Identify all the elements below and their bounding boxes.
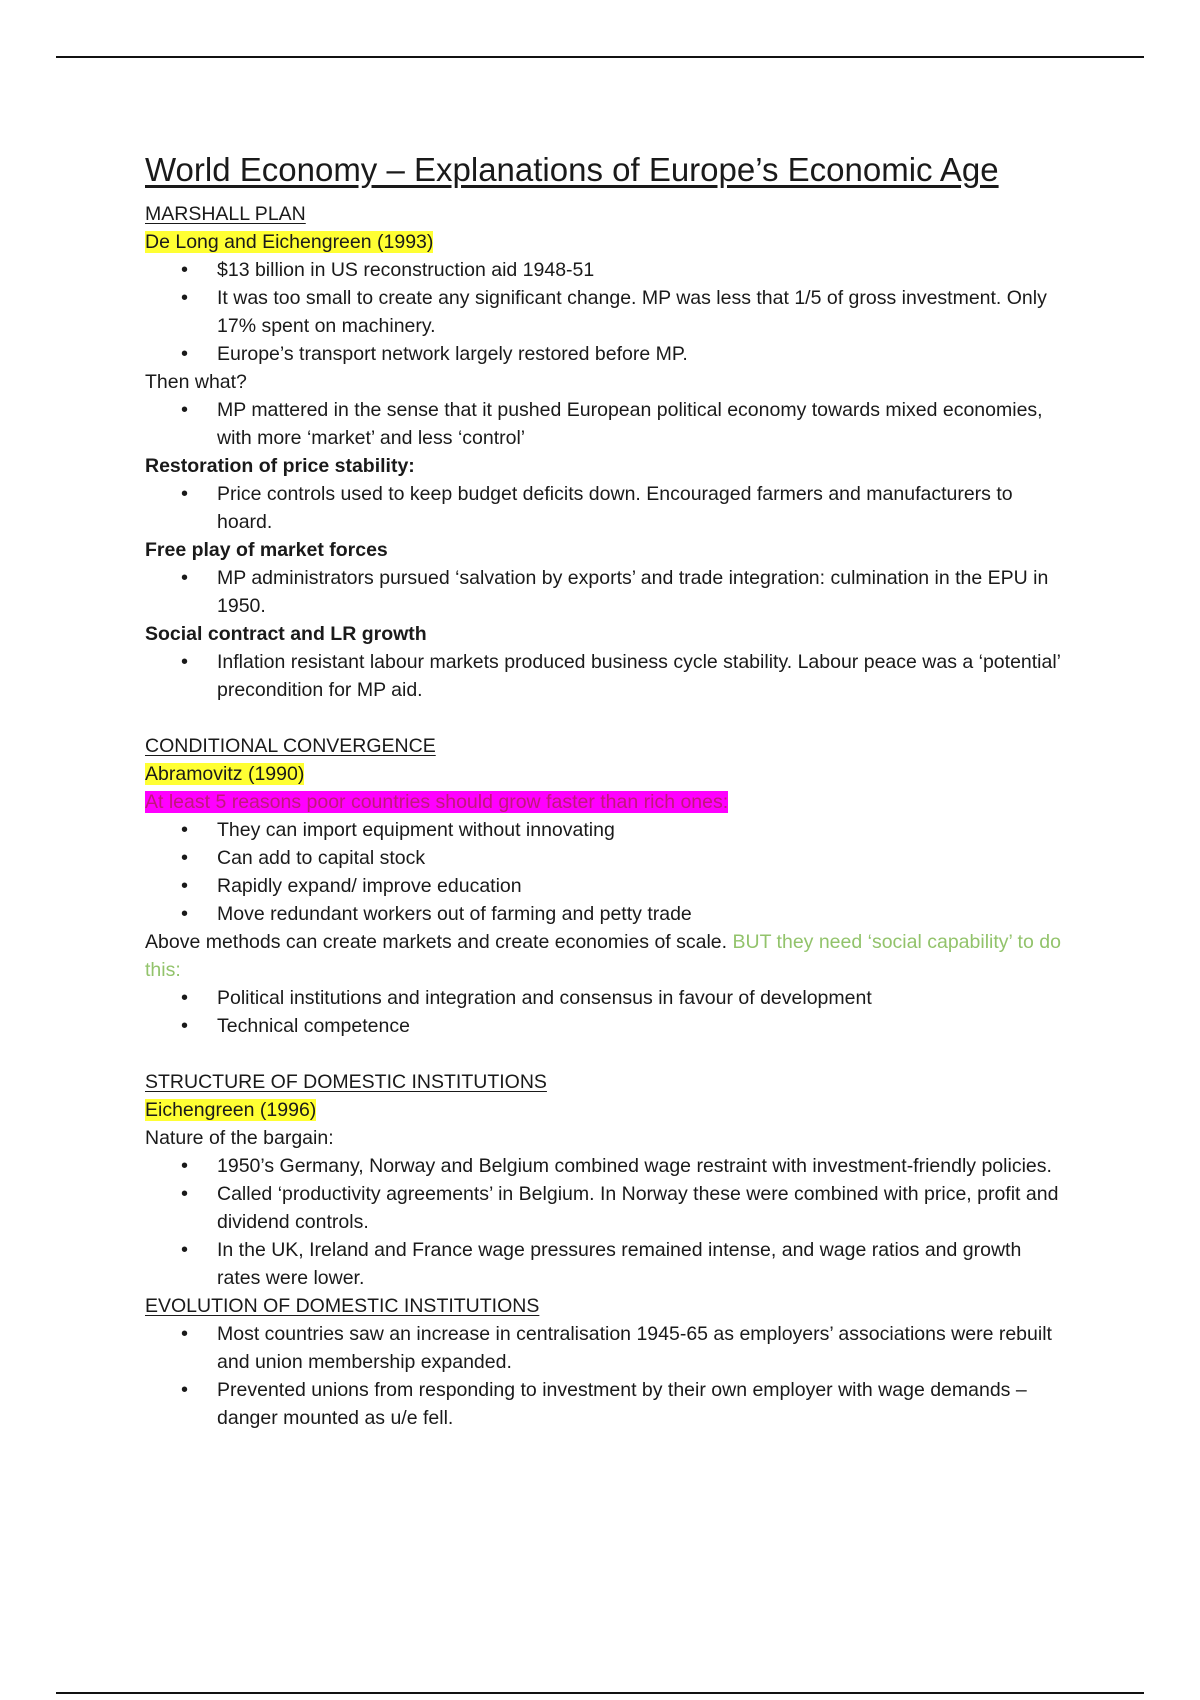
list-item: • MP mattered in the sense that it pushed European political economy towards mixed economies, with more ‘market’ and less ‘control’ [145, 396, 1065, 452]
list-item: • Rapidly expand/ improve education [145, 872, 1065, 900]
list-item: • $13 billion in US reconstruction aid 1948-51 [145, 256, 1065, 284]
list-item: • It was too small to create any significant change. MP was less that 1/5 of gross investment. Only 17% spent on machinery. [145, 284, 1065, 340]
bullet-list [145, 816, 1065, 928]
list-item: • Prevented unions from responding to investment by their own employer with wage demands – danger mounted as u/e fell. [145, 1376, 1065, 1432]
text-line: Then what? [145, 371, 247, 393]
highlighted-note: At least 5 reasons poor countries should grow faster than rich ones: [145, 791, 729, 813]
section-heading-marshall-plan: MARSHALL PLAN [145, 203, 306, 225]
bottom-rule [56, 1692, 1144, 1694]
section-heading-evolution: EVOLUTION OF DOMESTIC INSTITUTIONS [145, 1295, 540, 1317]
subheading: Free play of market forces [145, 539, 388, 561]
bullet-list [145, 564, 1065, 620]
list-item: • Price controls used to keep budget deficits down. Encouraged farmers and manufacturers to hoard. [145, 480, 1065, 536]
bullet-list [145, 1152, 1065, 1292]
page-title: World Economy – Explanations of Europe’s Economic Age [145, 151, 999, 188]
list-item: • MP administrators pursued ‘salvation by exports’ and trade integration: culmination in the EPU in 1950. [145, 564, 1065, 620]
bullet-list [145, 396, 1065, 452]
section-heading-conditional-convergence: CONDITIONAL CONVERGENCE [145, 735, 436, 757]
paragraph-green-text: BUT they need ‘social capability’ to do this: [145, 931, 1061, 981]
list-item: • Inflation resistant labour markets produced business cycle stability. Labour peace was a ‘potential’ precondition for MP aid. [145, 648, 1065, 704]
list-item: • Can add to capital stock [145, 844, 1065, 872]
paragraph-text: Above methods can create markets and create economies of scale. [145, 931, 733, 953]
author-citation: De Long and Eichengreen (1993) [145, 231, 434, 253]
list-item: • Technical competence [145, 1012, 1065, 1040]
bullet-list [145, 256, 1065, 368]
section-heading-structure: STRUCTURE OF DOMESTIC INSTITUTIONS [145, 1071, 547, 1093]
list-item: • In the UK, Ireland and France wage pressures remained intense, and wage ratios and growth rates were lower. [145, 1236, 1065, 1292]
list-item: • 1950’s Germany, Norway and Belgium combined wage restraint with investment-friendly policies. [145, 1152, 1065, 1180]
author-citation: Abramovitz (1990) [145, 763, 305, 785]
top-rule [56, 56, 1144, 58]
list-item: • Called ‘productivity agreements’ in Belgium. In Norway these were combined with price, profit and dividend controls. [145, 1180, 1065, 1236]
document-body [145, 148, 1065, 1432]
bullet-list [145, 648, 1065, 704]
list-item: • Political institutions and integration and consensus in favour of development [145, 984, 1065, 1012]
author-citation: Eichengreen (1996) [145, 1099, 317, 1121]
text-line: Nature of the bargain: [145, 1127, 334, 1149]
list-item: • Most countries saw an increase in centralisation 1945-65 as employers’ associations were rebuilt and union membership expanded. [145, 1320, 1065, 1376]
bullet-list [145, 480, 1065, 536]
list-item: • Europe’s transport network largely restored before MP. [145, 340, 1065, 368]
subheading: Restoration of price stability: [145, 455, 415, 477]
bullet-list [145, 984, 1065, 1040]
paragraph [145, 928, 1065, 984]
subheading: Social contract and LR growth [145, 623, 427, 645]
bullet-list [145, 1320, 1065, 1432]
list-item: • They can import equipment without innovating [145, 816, 1065, 844]
list-item: • Move redundant workers out of farming and petty trade [145, 900, 1065, 928]
